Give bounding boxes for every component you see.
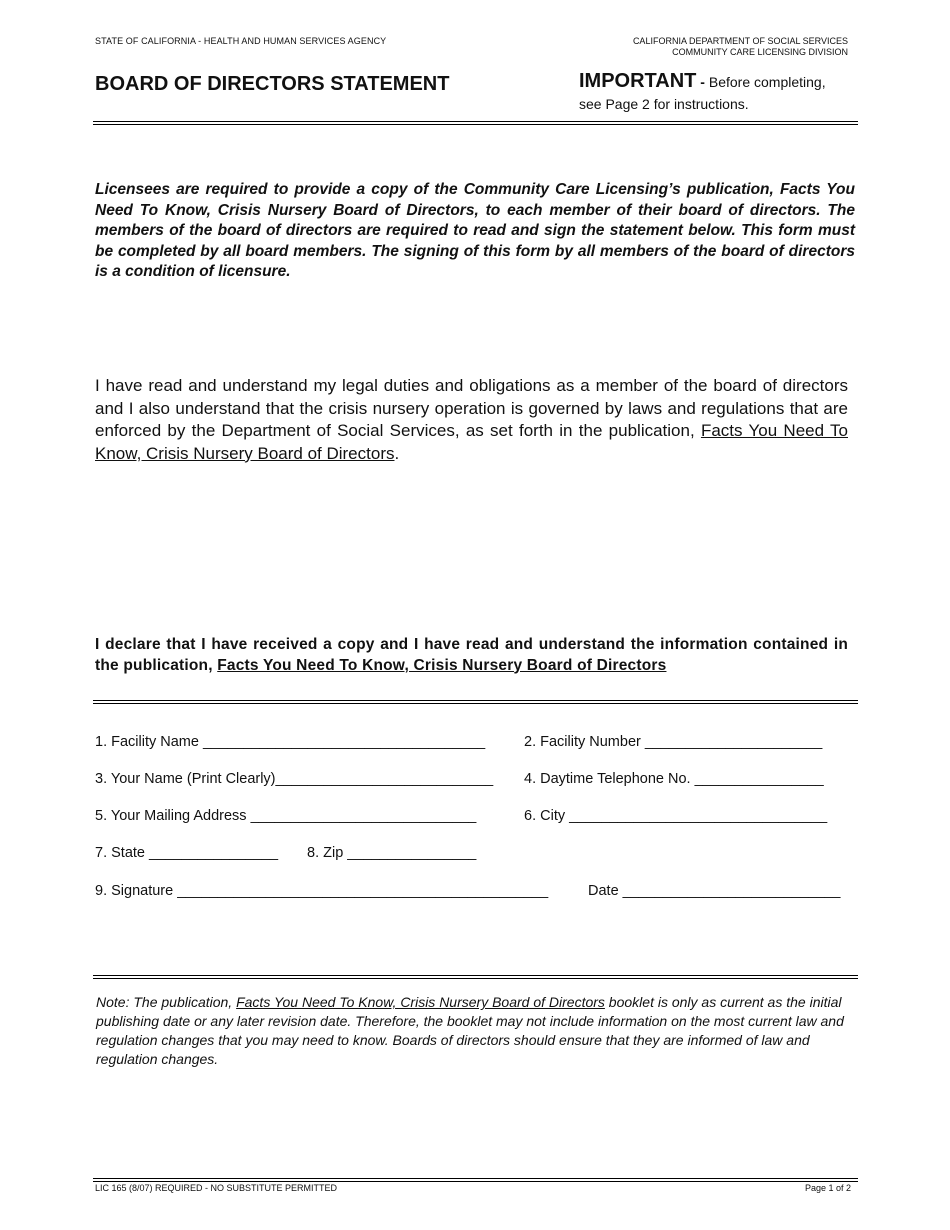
declaration-paragraph [95, 635, 848, 676]
telephone-field[interactable]: 4. Daytime Telephone No. ________________ [524, 771, 824, 787]
department-header [633, 36, 848, 58]
statement-text: I have read and understand my legal duties and obligations as a member of the board of directors and I also understand that the crisis nursery operation is governed by laws and regulations that are enforced by the Department of Social Services, as set forth in the publication, [95, 376, 848, 440]
statement-end: . [394, 443, 400, 463]
important-dash: - [696, 74, 709, 90]
page-number: Page 1 of 2 [804, 1183, 851, 1193]
important-text-1: Before completing, [708, 74, 826, 90]
note-rest: booklet is only as current as the initial publishing date or any later revision date. Therefore, the booklet may not include information on the most current law and regulation changes that you may need to know. Boards of directors should ensure that they are informed of law and regulation changes. [96, 994, 844, 1067]
note-paragraph [96, 993, 846, 1069]
zip-field[interactable]: 8. Zip ________________ [307, 845, 477, 861]
header-divider [93, 121, 858, 125]
facility-name-field[interactable]: 1. Facility Name ___________________________________ [95, 734, 486, 750]
important-label: IMPORTANT [579, 70, 697, 92]
mailing-address-field[interactable]: 5. Your Mailing Address ____________________________ [95, 808, 477, 824]
form-id: LIC 165 (8/07) REQUIRED - NO SUBSTITUTE PERMITTED [95, 1183, 338, 1193]
intro-paragraph: Licensees are required to provide a copy of the Community Care Licensing’s publication, Facts You Need To Know, Crisis Nursery Board of Directors, to each member of their board of directors. The members of the board of directors are required to read and sign the statement below. This form must be completed by all board members. The signing of this form by all members of the board of directors is a condition of licensure. [95, 181, 855, 280]
important-notice [579, 70, 869, 115]
statement-publication: Facts You Need To Know, Crisis Nursery Board of Directors [95, 421, 848, 463]
date-field[interactable]: Date ___________________________ [588, 883, 841, 899]
facility-number-field[interactable]: 2. Facility Number ______________________ [524, 734, 823, 750]
statement-paragraph [95, 375, 848, 465]
state-field[interactable]: 7. State ________________ [95, 845, 279, 861]
department-line-2: COMMUNITY CARE LICENSING DIVISION [672, 47, 848, 57]
note-prefix: Note: The publication, [96, 994, 237, 1010]
note-publication: Facts You Need To Know, Crisis Nursery Board of Directors [236, 994, 605, 1010]
fields-top-divider [93, 700, 858, 704]
signature-field[interactable]: 9. Signature ______________________________________________ [95, 883, 549, 899]
declaration-publication: Facts You Need To Know, Crisis Nursery Board of Directors [217, 656, 667, 674]
declaration-text: I declare that I have received a copy and I have read and understand the information contained in the publication, [95, 636, 848, 674]
footer-divider [93, 1178, 858, 1182]
agency-header: STATE OF CALIFORNIA - HEALTH AND HUMAN SERVICES AGENCY [95, 36, 387, 46]
department-line-1: CALIFORNIA DEPARTMENT OF SOCIAL SERVICES [632, 36, 848, 46]
important-text-2: see Page 2 for instructions. [579, 96, 749, 112]
form-title: BOARD OF DIRECTORS STATEMENT [95, 73, 450, 95]
city-field[interactable]: 6. City ________________________________ [524, 808, 828, 824]
fields-bottom-divider [93, 975, 858, 979]
your-name-field[interactable]: 3. Your Name (Print Clearly)___________________________ [95, 771, 494, 787]
